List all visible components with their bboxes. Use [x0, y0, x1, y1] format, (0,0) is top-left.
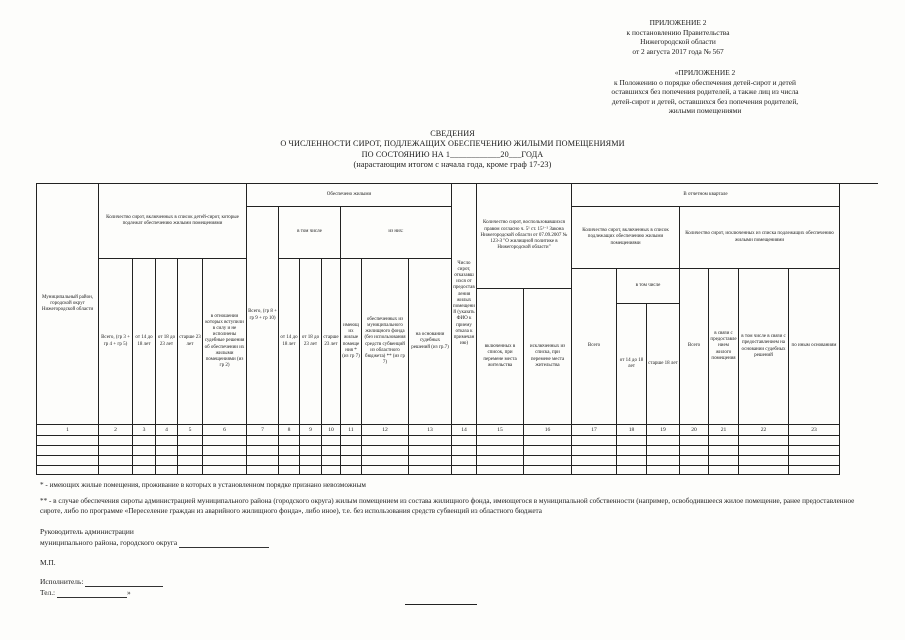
- table-data-cell[interactable]: [300, 436, 322, 446]
- header-col-2: Всего, (гр 3 + гр 4 + гр 5): [99, 259, 133, 425]
- table-data-cell[interactable]: [524, 446, 572, 456]
- column-number: 2: [99, 425, 133, 436]
- document-title: [0, 129, 905, 171]
- header-col-9: от 18 до 23 лет: [300, 259, 322, 425]
- table-data-cell[interactable]: [300, 446, 322, 456]
- header-col-8: от 14 до 18 лет: [279, 259, 300, 425]
- table-data-cell[interactable]: [279, 456, 300, 466]
- column-number: 13: [409, 425, 452, 436]
- table-data-cell[interactable]: [178, 436, 203, 446]
- table-data-cell[interactable]: [203, 436, 247, 446]
- column-number: 23: [789, 425, 840, 436]
- column-number: 19: [647, 425, 680, 436]
- table-data-cell[interactable]: [99, 436, 133, 446]
- column-number: 10: [322, 425, 341, 436]
- phone-label: Тел.:: [40, 588, 56, 597]
- table-data-cell[interactable]: [524, 456, 572, 466]
- column-number: 6: [203, 425, 247, 436]
- header-col-7: Всего, (гр 8 + гр 9 + гр 10): [247, 207, 279, 425]
- table-data-cell[interactable]: [409, 466, 452, 475]
- header-col-18: от 14 до 18 лет: [617, 304, 647, 425]
- header-included-in-list: Количество сирот, включенных в список детей-сирот, которые подлежат обеспечению жилыми помещениями: [99, 184, 247, 259]
- table-data-cell[interactable]: [452, 466, 477, 475]
- phone-line[interactable]: [57, 597, 127, 598]
- table-data-cell[interactable]: [37, 446, 99, 456]
- regulation-header-line: оставшихся без попечения родителей, а также лиц из числа: [611, 87, 799, 97]
- table-data-cell[interactable]: [709, 456, 739, 466]
- header-including: в том числе: [279, 207, 341, 259]
- table-data-cell[interactable]: [178, 446, 203, 456]
- table-data-cell[interactable]: [617, 436, 647, 446]
- column-number: 5: [178, 425, 203, 436]
- table-data-cell[interactable]: [680, 446, 709, 456]
- table-data-cell[interactable]: [647, 436, 680, 446]
- header-col-22: в том числе в связи с предоставлением на основании судебных решений: [739, 269, 789, 425]
- table-data-cell[interactable]: [156, 436, 178, 446]
- table-data-cell[interactable]: [99, 466, 133, 475]
- column-number: 9: [300, 425, 322, 436]
- column-number: 18: [617, 425, 647, 436]
- table-data-cell[interactable]: [709, 446, 739, 456]
- header-reporting-quarter: В отчетном квартале: [572, 184, 840, 207]
- table-data-cell[interactable]: [680, 436, 709, 446]
- table-data-cell[interactable]: [203, 446, 247, 456]
- table-data-cell[interactable]: [247, 466, 279, 475]
- table-data-cell[interactable]: [362, 446, 409, 456]
- table-data-cell[interactable]: [739, 436, 789, 446]
- appendix-header-line: Нижегородской области: [640, 37, 716, 47]
- table-data-cell[interactable]: [279, 446, 300, 456]
- table-data-cell[interactable]: [524, 436, 572, 446]
- table-data-cell[interactable]: [477, 466, 524, 475]
- header-col-11: имеющих жилые помещения * (из гр 7): [341, 259, 362, 425]
- table-data-cell[interactable]: [572, 446, 617, 456]
- table-data-cell[interactable]: [739, 456, 789, 466]
- header-realized-right: Количество сирот, воспользовавшихся правом согласно ч. 5¹ ст. 15¹⁻² Закона Нижегородской области от 07.09.2007 № 123-З "О жилищной политике в Нижегородской области": [477, 184, 572, 289]
- table-data-cell[interactable]: [322, 466, 341, 475]
- table-data-cell[interactable]: [647, 466, 680, 475]
- table-data-cell[interactable]: [739, 446, 789, 456]
- table-data-cell[interactable]: [99, 446, 133, 456]
- header-col-10: старше 23 лет: [322, 259, 341, 425]
- table-data-cell[interactable]: [680, 466, 709, 475]
- appendix-header-line: ПРИЛОЖЕНИЕ 2: [649, 18, 707, 27]
- column-number: 21: [709, 425, 739, 436]
- table-data-cell[interactable]: [680, 456, 709, 466]
- table-data-cell[interactable]: [572, 456, 617, 466]
- table-data-cell[interactable]: [709, 466, 739, 475]
- column-number: 14: [452, 425, 477, 436]
- table-data-cell[interactable]: [279, 436, 300, 446]
- head-title-text: муниципального района, городского округа: [40, 538, 178, 547]
- column-number: 15: [477, 425, 524, 436]
- column-number: 8: [279, 425, 300, 436]
- table-data-cell[interactable]: [409, 446, 452, 456]
- table-data-cell[interactable]: [247, 446, 279, 456]
- regulation-header-line: «ПРИЛОЖЕНИЕ 2: [674, 68, 736, 77]
- head-title-line-1: Руководитель администрации: [40, 527, 134, 536]
- table-data-cell[interactable]: [739, 466, 789, 475]
- table-data-cell[interactable]: [133, 446, 156, 456]
- header-of-them: из них:: [341, 207, 452, 259]
- table-data-cell[interactable]: [617, 466, 647, 475]
- table-data-cell[interactable]: [647, 446, 680, 456]
- header-quarter-excluded: Количество сирот, исключенных из списка подлежащих обеспечению жилыми помещениями: [680, 207, 840, 269]
- table-data-cell[interactable]: [99, 456, 133, 466]
- header-col-21: в связи с предоставлением жилого помещения: [709, 269, 739, 425]
- head-signature-line[interactable]: [179, 547, 269, 548]
- column-number: 1: [37, 425, 99, 436]
- table-data-cell[interactable]: [617, 456, 647, 466]
- table-data-cell[interactable]: [178, 466, 203, 475]
- table-data-cell[interactable]: [409, 436, 452, 446]
- header-col-4: от 18 до 23 лет: [156, 259, 178, 425]
- table-data-cell[interactable]: [133, 466, 156, 475]
- header-col-20: Всего: [680, 269, 709, 425]
- table-data-cell[interactable]: [203, 466, 247, 475]
- closing-mark: »: [126, 588, 131, 597]
- table-data-cell[interactable]: [322, 436, 341, 446]
- column-number: 3: [133, 425, 156, 436]
- table-data-cell[interactable]: [247, 456, 279, 466]
- table-data-cell[interactable]: [477, 446, 524, 456]
- header-col-23: по иным основаниям: [789, 269, 840, 425]
- title-line-2: О ЧИСЛЕННОСТИ СИРОТ, ПОДЛЕЖАЩИХ ОБЕСПЕЧЕНИЮ ЖИЛЫМИ ПОМЕЩЕНИЯМИ: [280, 139, 625, 149]
- executor-row: [40, 576, 163, 587]
- table-data-cell[interactable]: [409, 456, 452, 466]
- table-data-cell[interactable]: [452, 456, 477, 466]
- header-col-6: в отношении которых вступили в силу и не исполнены судебные решения об обеспечении их жилыми помещениями (из гр 2): [203, 259, 247, 425]
- bottom-rule: [405, 604, 477, 605]
- phone-row: [40, 587, 131, 598]
- column-number: 4: [156, 425, 178, 436]
- table-data-cell[interactable]: [789, 466, 840, 475]
- table-data-cell[interactable]: [647, 456, 680, 466]
- appendix-header: [513, 18, 843, 56]
- header-col-5: старше 23 лет: [178, 259, 203, 425]
- column-number: 20: [680, 425, 709, 436]
- table-data-cell[interactable]: [789, 456, 840, 466]
- footnote-1: * - имеющих жилые помещения, проживание в которых в установленном порядке признано невозможным: [40, 481, 366, 489]
- table-data-cell[interactable]: [156, 446, 178, 456]
- table-data-cell[interactable]: [300, 466, 322, 475]
- regulation-header-line: жилыми помещениями: [668, 106, 742, 116]
- appendix-header-line: к постановлению Правительства: [626, 27, 730, 37]
- header-provided-housing: Обеспечено жилыми: [247, 184, 452, 207]
- statistics-table: [36, 183, 878, 475]
- table-data-cell[interactable]: [789, 446, 840, 456]
- column-number: 12: [362, 425, 409, 436]
- table-data-cell[interactable]: [524, 466, 572, 475]
- column-number: 11: [341, 425, 362, 436]
- table-data-cell[interactable]: [617, 446, 647, 456]
- head-of-administration: [40, 526, 269, 548]
- title-line-4: (нарастающим итогом с начала года, кроме граф 17-23): [353, 160, 552, 170]
- stamp-place: М.П.: [40, 558, 56, 567]
- table-data-cell[interactable]: [300, 456, 322, 466]
- header-col-15: включенных в список, при перемене места жительства: [477, 289, 524, 425]
- column-number: 16: [524, 425, 572, 436]
- table-data-cell[interactable]: [156, 456, 178, 466]
- header-col-12: обеспеченных из муниципального жилищного фонда (без использования средств субвенций из областного бюджета) ** (из гр 7): [362, 259, 409, 425]
- table-data-cell[interactable]: [37, 456, 99, 466]
- table-data-cell[interactable]: [789, 436, 840, 446]
- table-data-cell[interactable]: [452, 436, 477, 446]
- header-municipality: Муниципальный район, городской округ Нижегородской области: [37, 184, 99, 425]
- table-data-cell[interactable]: [477, 436, 524, 446]
- title-line-3: ПО СОСТОЯНИЮ НА 1____________20___ГОДА: [361, 149, 544, 159]
- table-data-cell[interactable]: [279, 466, 300, 475]
- column-number: 17: [572, 425, 617, 436]
- footnote-2: ** - в случае обеспечения сироты администрацией муниципального района (городского округа) жилым помещением из состава жилищного фонда, имеющегося в муниципальной собственности (например, освободившееся жилое помещение, ранее предоставленное сироте, либо по программе «Переселение граждан из аварийного жилищного фонда», либо иное), т.е. без использования средств субвенций из областного бюджета: [40, 497, 855, 515]
- table-data-cell[interactable]: [37, 466, 99, 475]
- table-data-cell[interactable]: [572, 466, 617, 475]
- table-data-cell[interactable]: [341, 436, 362, 446]
- table-data-cell[interactable]: [322, 446, 341, 456]
- table-data-cell[interactable]: [133, 456, 156, 466]
- header-col-17: Всего: [572, 269, 617, 425]
- table-data-cell[interactable]: [341, 456, 362, 466]
- table-data-cell[interactable]: [322, 456, 341, 466]
- regulation-header-line: детей-сирот и детей, оставшихся без попечения родителей,: [611, 96, 799, 106]
- regulation-header: [555, 68, 855, 116]
- table-data-cell[interactable]: [133, 436, 156, 446]
- executor-label: Исполнитель:: [40, 577, 84, 586]
- header-col-16: исключенных из списка, при перемене места жительства: [524, 289, 572, 425]
- table-data-cell[interactable]: [178, 456, 203, 466]
- appendix-header-line: от 2 августа 2017 года № 567: [632, 46, 724, 56]
- table-data-cell[interactable]: [452, 446, 477, 456]
- header-quarter-including: в том числе: [617, 269, 680, 304]
- header-col-13: на основании судебных решений (из гр.7): [409, 259, 452, 425]
- title-line-1: СВЕДЕНИЯ: [430, 129, 475, 138]
- header-col-3: от 14 до 18 лет: [133, 259, 156, 425]
- table-data-cell[interactable]: [362, 436, 409, 446]
- regulation-header-line: к Положению о порядке обеспечения детей-сирот и детей: [614, 77, 796, 87]
- table-data-cell[interactable]: [572, 436, 617, 446]
- header-col-19: старше 18 лет: [647, 304, 680, 425]
- table-data-cell[interactable]: [156, 466, 178, 475]
- table-data-cell[interactable]: [247, 436, 279, 446]
- table-data-cell[interactable]: [203, 456, 247, 466]
- table-data-cell[interactable]: [709, 436, 739, 446]
- table-data-cell[interactable]: [362, 456, 409, 466]
- table-data-cell[interactable]: [362, 466, 409, 475]
- table-data-cell[interactable]: [341, 466, 362, 475]
- table-data-cell[interactable]: [477, 456, 524, 466]
- header-refused: Число сирот, отказавшихся от предоставления жилых помещений (указать ФИО к приему отказа к примечанию): [452, 184, 477, 425]
- header-quarter-included: Количество сирот, включенных в список подлежащих обеспечению жилыми помещениями: [572, 207, 680, 269]
- column-number: 22: [739, 425, 789, 436]
- column-number: 7: [247, 425, 279, 436]
- head-title-line-2: [40, 537, 269, 548]
- table-data-cell[interactable]: [37, 436, 99, 446]
- table-data-cell[interactable]: [341, 446, 362, 456]
